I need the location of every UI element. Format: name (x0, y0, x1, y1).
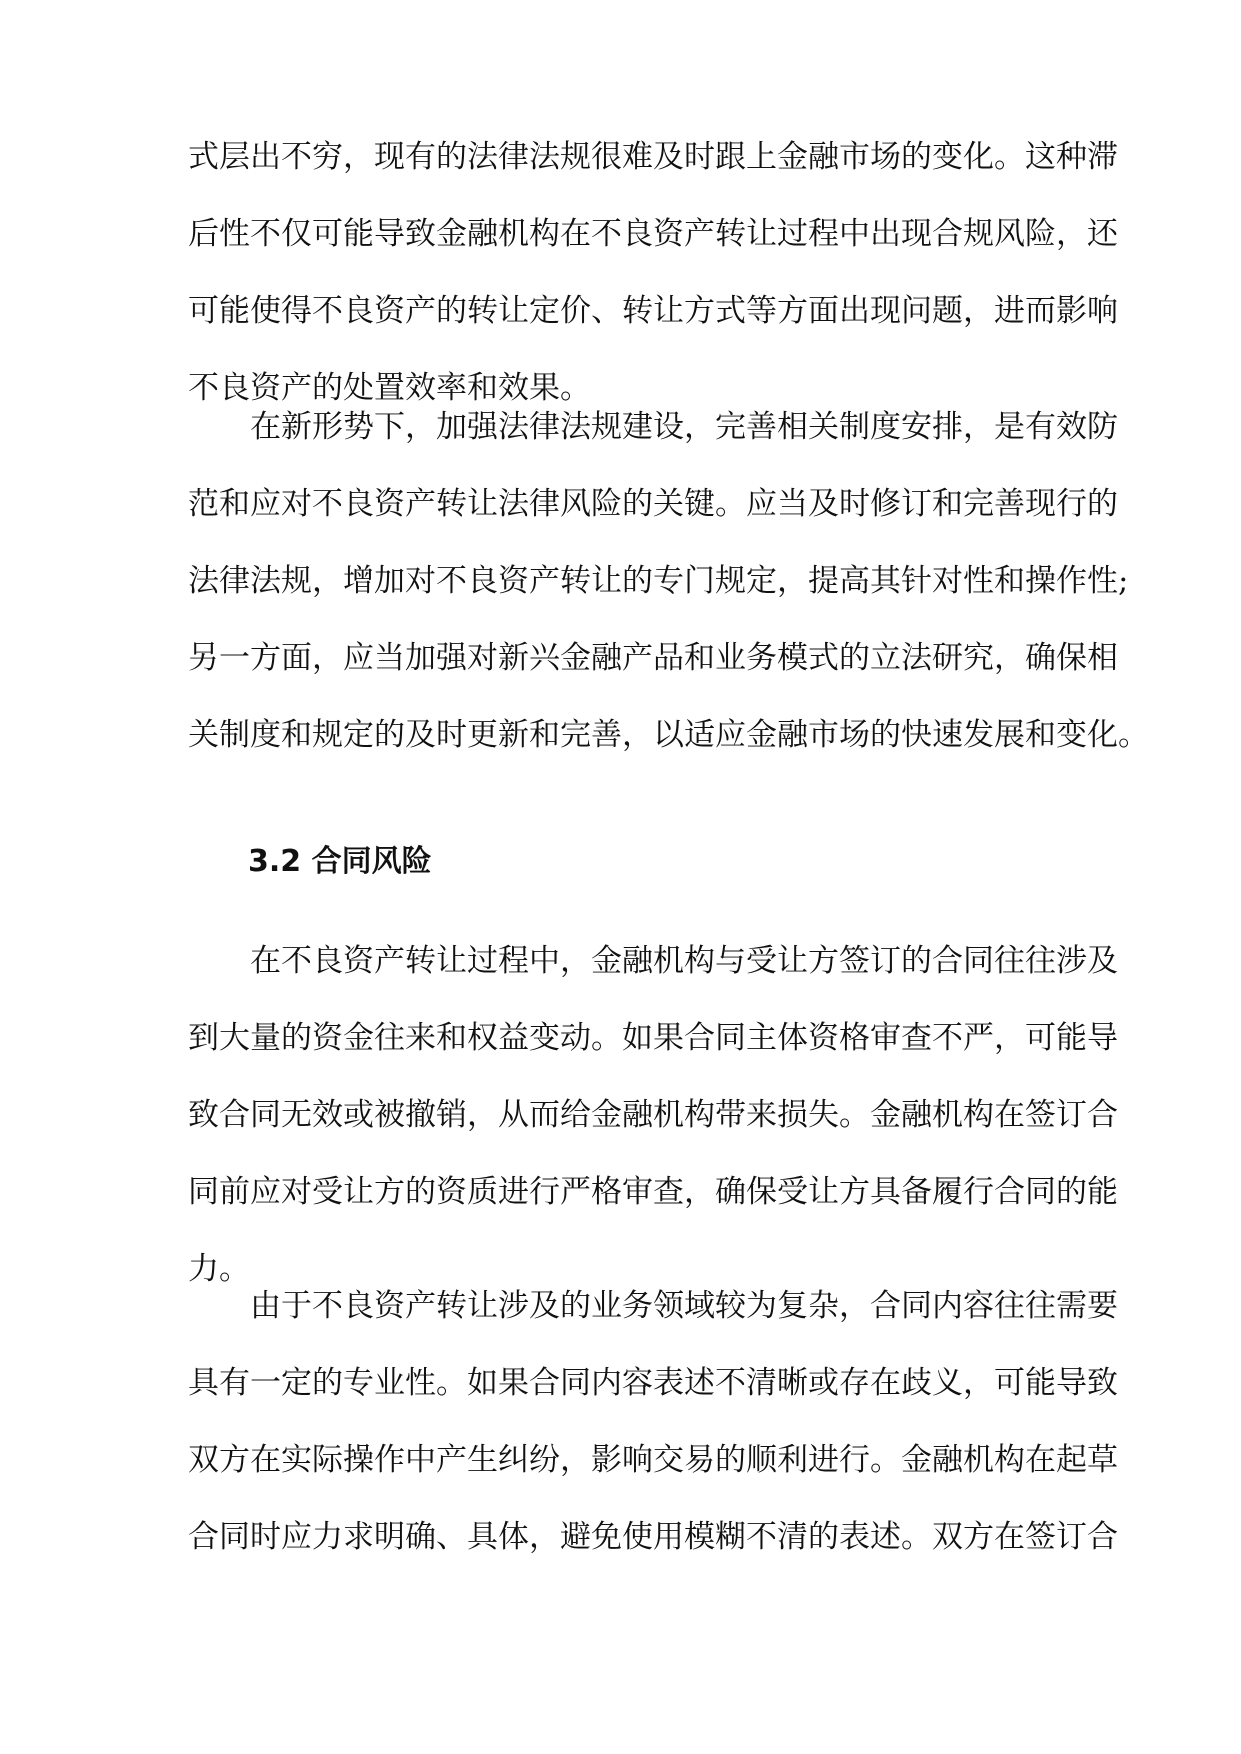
section-heading: 3.2 合同风险 (248, 844, 432, 879)
paragraph-legal-framework (188, 389, 1149, 774)
text-line: 关制度和规定的及时更新和完善，以适应金融市场的快速发展和变化。 (188, 717, 1149, 753)
text-line: 力。 (188, 1251, 250, 1287)
text-line: 致合同无效或被撤销，从而给金融机构带来损失。金融机构在签订合 (188, 1097, 1118, 1133)
text-line: 同前应对受让方的资质进行严格审查，确保受让方具备履行合同的能 (188, 1174, 1118, 1210)
text-line: 在新形势下，加强法律法规建设，完善相关制度安排，是有效防 (250, 409, 1118, 445)
paragraph-contract-subject (188, 923, 1118, 1308)
text-line: 不良资产的处置效率和效果。 (188, 370, 591, 406)
text-line: 具有一定的专业性。如果合同内容表述不清晰或存在歧义，可能导致 (188, 1365, 1118, 1401)
text-line: 双方在实际操作中产生纠纷，影响交易的顺利进行。金融机构在起草 (188, 1442, 1118, 1478)
paragraph-contract-content (188, 1268, 1118, 1576)
text-line: 另一方面，应当加强对新兴金融产品和业务模式的立法研究，确保相 (188, 640, 1118, 676)
text-line: 到大量的资金往来和权益变动。如果合同主体资格审查不严，可能导 (188, 1020, 1118, 1056)
text-line: 式层出不穷，现有的法律法规很难及时跟上金融市场的变化。这种滞 (188, 139, 1118, 175)
text-line: 范和应对不良资产转让法律风险的关键。应当及时修订和完善现行的 (188, 486, 1118, 522)
text-line: 由于不良资产转让涉及的业务领域较为复杂，合同内容往往需要 (250, 1288, 1118, 1324)
text-line: 法律法规，增加对不良资产转让的专门规定，提高其针对性和操作性; (188, 563, 1129, 599)
text-line: 在不良资产转让过程中，金融机构与受让方签订的合同往往涉及 (250, 943, 1118, 979)
text-line: 合同时应力求明确、具体，避免使用模糊不清的表述。双方在签订合 (188, 1519, 1118, 1555)
text-line: 后性不仅可能导致金融机构在不良资产转让过程中出现合规风险，还 (188, 216, 1118, 252)
text-line: 可能使得不良资产的转让定价、转让方式等方面出现问题，进而影响 (188, 293, 1118, 329)
